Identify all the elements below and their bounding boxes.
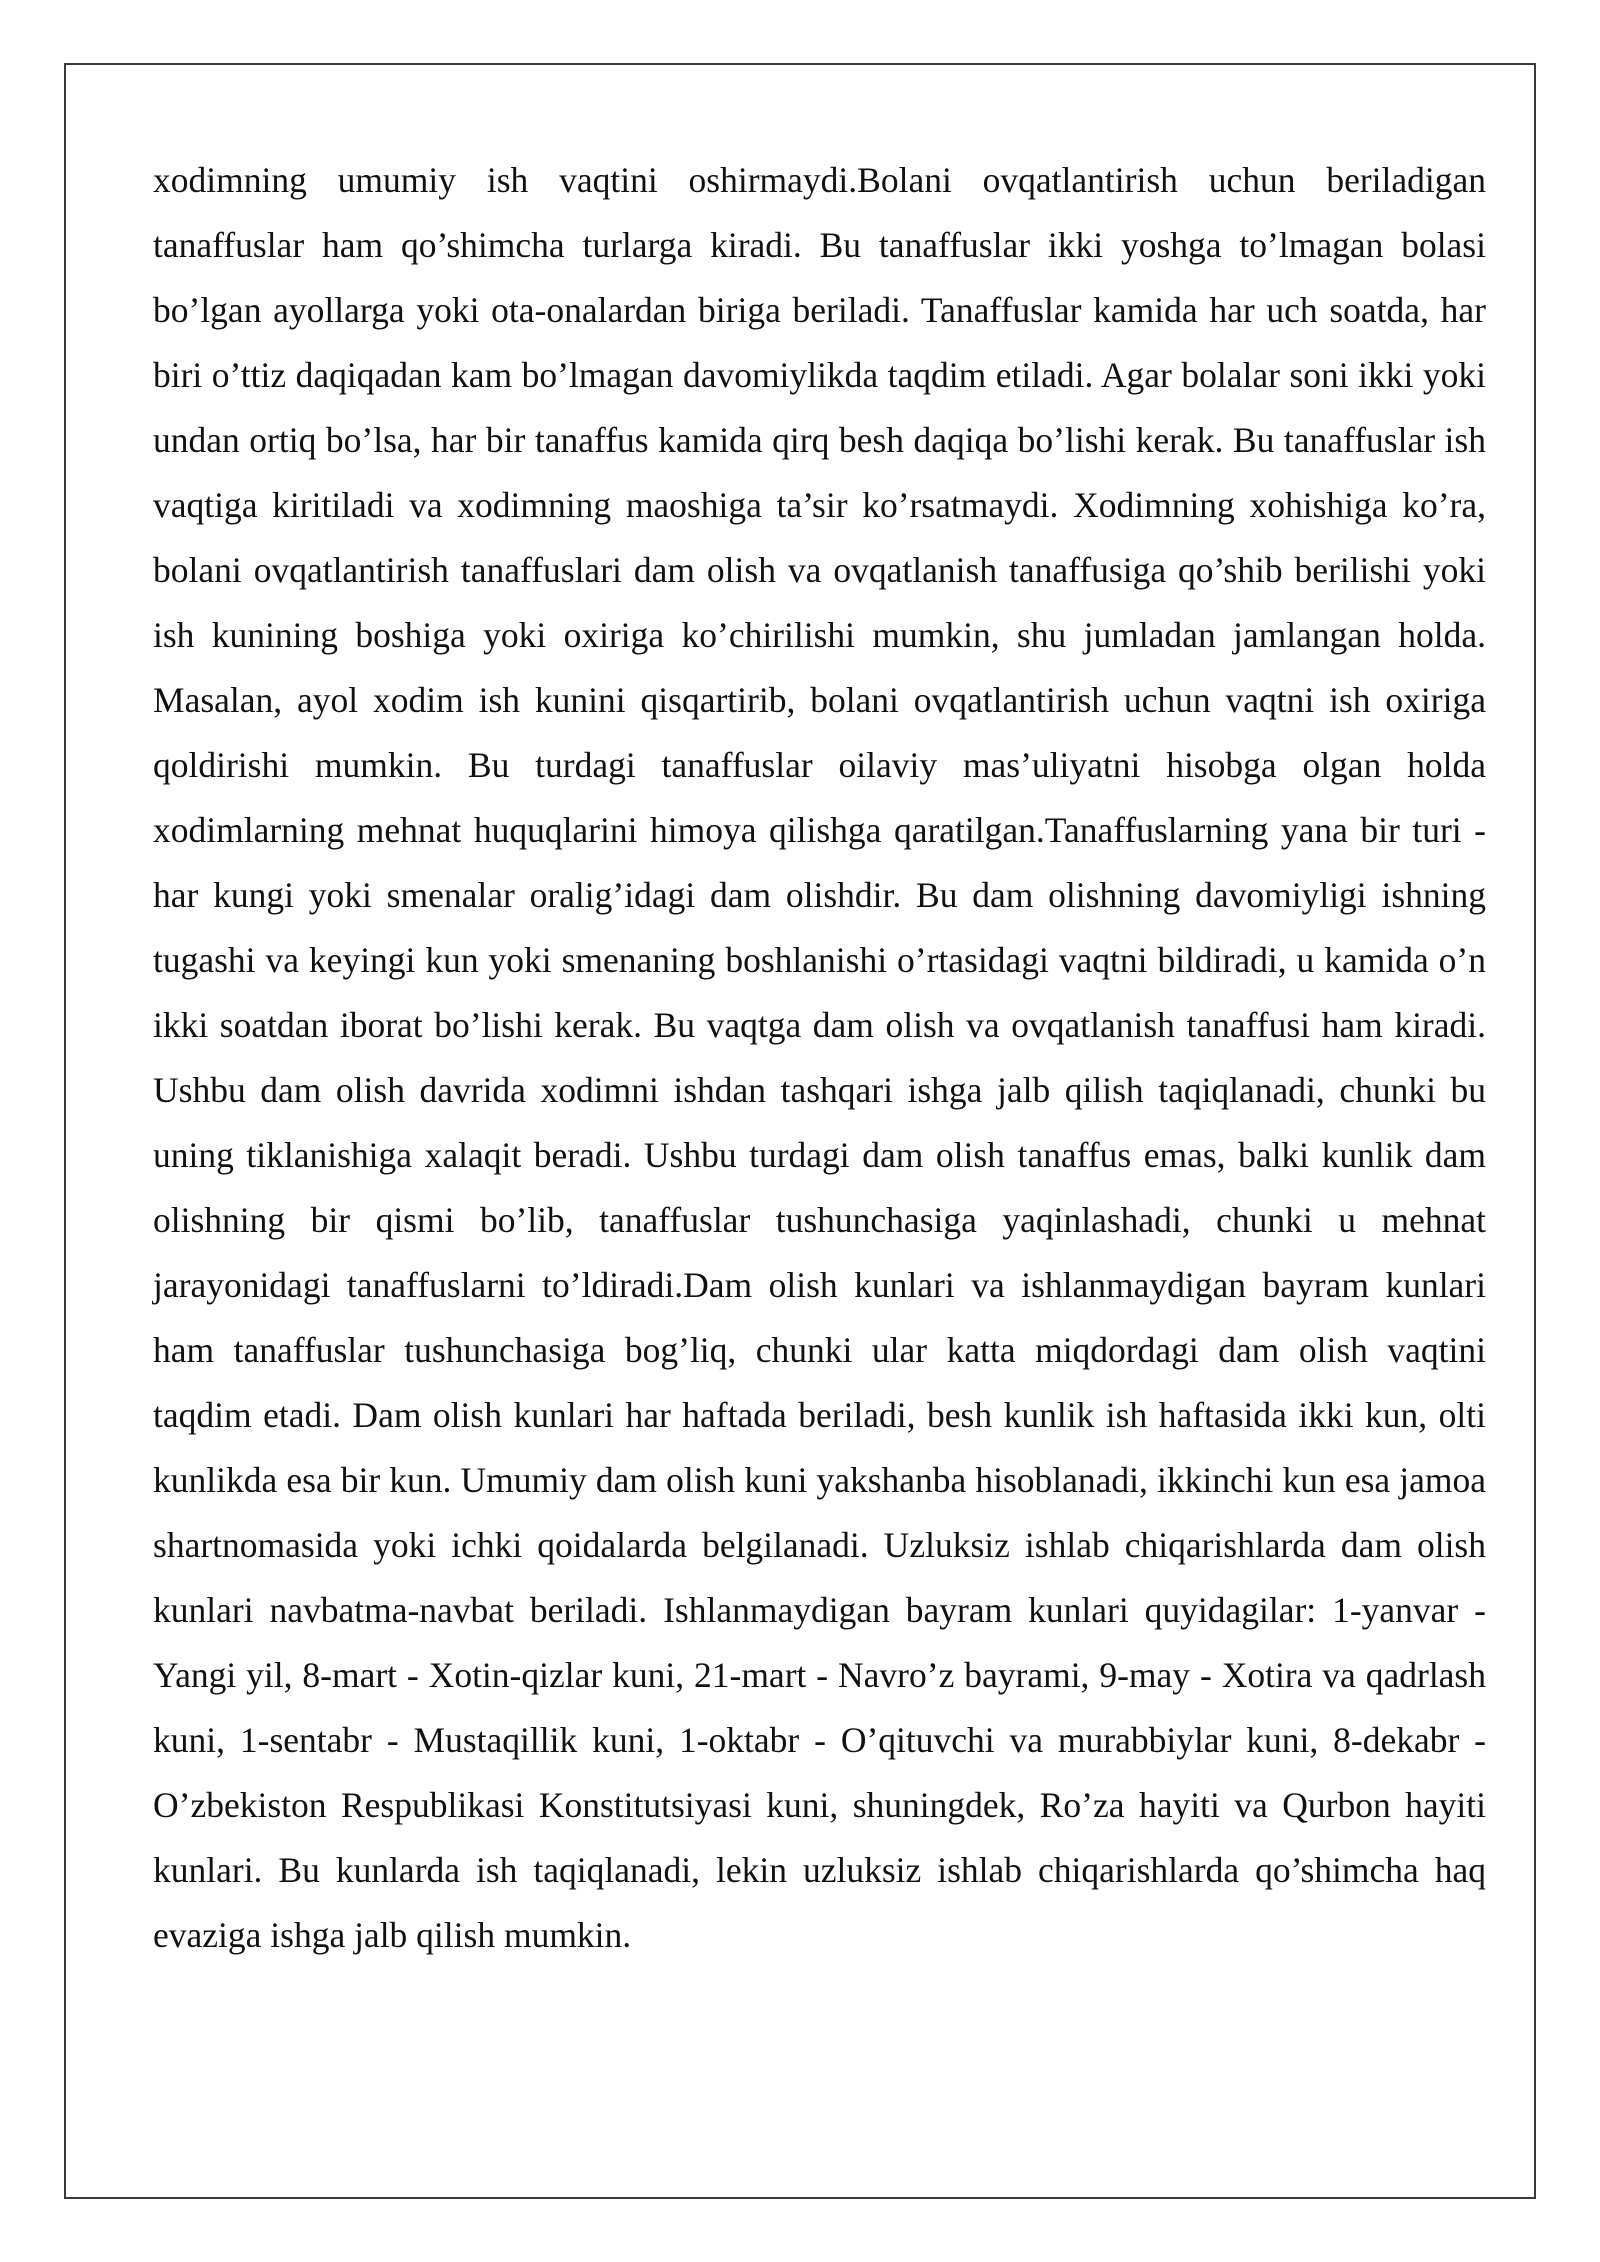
body-paragraph: xodimning umumiy ish vaqtini oshirmaydi.Bolani ovqatlantirish uchun beriladigan tanaffuslar ham qo’shimcha turlarga kiradi. Bu tanaffuslar ikki yoshga to’lmagan bolasi bo’lgan ayollarga yoki ota-onalardan biriga beriladi. Tanaffuslar kamida har uch soatda, har biri o’ttiz daqiqadan kam bo’lmagan davomiylikda taqdim etiladi. Agar bolalar soni ikki yoki undan ortiq bo’lsa, har bir tanaffus kamida qirq besh daqiqa bo’lishi kerak. Bu tanaffuslar ish vaqtiga kiritiladi va xodimning maoshiga ta’sir ko’rsatmaydi. Xodimning xohishiga ko’ra, bolani ovqatlantirish tanaffuslari dam olish va ovqatlanish tanaffusiga qo’shib berilishi yoki ish kunining boshiga yoki oxiriga ko’chirilishi mumkin, shu jumladan jamlangan holda. Masalan, ayol xodim ish kunini qisqartirib, bolani ovqatlantirish uchun vaqtni ish oxiriga qoldirishi mumkin. Bu turdagi tanaffuslar oilaviy mas’uliyatni hisobga olgan holda xodimlarning mehnat huquqlarini himoya qilishga qaratilgan.Tanaffuslarning yana bir turi - har kungi yoki smenalar oralig’idagi dam olishdir. Bu dam olishning davomiyligi ishning tugashi va keyingi kun yoki smenaning boshlanishi o’rtasidagi vaqtni bildiradi, u kamida o’n ikki soatdan iborat bo’lishi kerak. Bu vaqtga dam olish va ovqatlanish tanaffusi ham kiradi. Ushbu dam olish davrida xodimni ishdan tashqari ishga jalb qilish taqiqlanadi, chunki bu uning tiklanishiga xalaqit beradi. Ushbu turdagi dam olish tanaffus emas, balki kunlik dam olishning bir qismi bo’lib, tanaffuslar tushunchasiga yaqinlashadi, chunki u mehnat jarayonidagi tanaffuslarni to’ldiradi.Dam olish kunlari va ishlanmaydigan bayram kunlari ham tanaffuslar tushunchasiga bog’liq, chunki ular katta miqdordagi dam olish vaqtini taqdim etadi. Dam olish kunlari har haftada beriladi, besh kunlik ish haftasida ikki kun, olti kunlikda esa bir kun. Umumiy dam olish kuni yakshanba hisoblanadi, ikkinchi kun esa jamoa shartnomasida yoki ichki qoidalarda belgilanadi. Uzluksiz ishlab chiqarishlarda dam olish kunlari navbatma-navbat beriladi. Ishlanmaydigan bayram kunlari quyidagilar: 1-yanvar - Yangi yil, 8-mart - Xotin-qizlar kuni, 21-mart - Navro’z bayrami, 9-may - Xotira va qadrlash kuni, 1-sentabr - Mustaqillik kuni, 1-oktabr - O’qituvchi va murabbiylar kuni, 8-dekabr - O’zbekiston Respublikasi Konstitutsiyasi kuni, shuningdek, Ro’za hayiti va Qurbon hayiti kunlari. Bu kunlarda ish taqiqlanadi, lekin uzluksiz ishlab chiqarishlarda qo’shimcha haq evaziga ishga jalb qilish mumkin. bbox=[153, 160, 1486, 1955]
